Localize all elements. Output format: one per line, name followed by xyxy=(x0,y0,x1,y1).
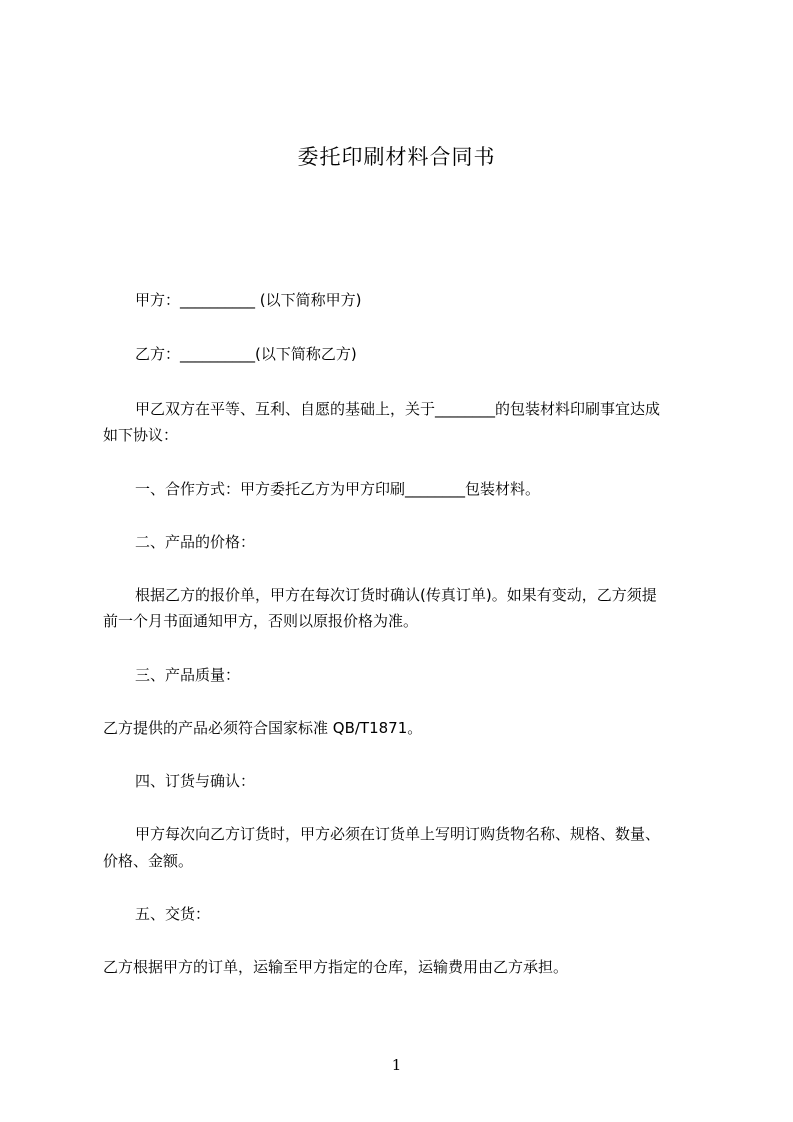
section-4-line-1: 甲方每次向乙方订货时，甲方必须在订货单上写明订购货物名称、规格、数量、 xyxy=(135,825,661,843)
section-3-body: 乙方提供的产品必须符合国家标准 QB/T1871。 xyxy=(103,719,423,737)
party-a-line: 甲方：__________ (以下简称甲方) xyxy=(135,291,362,309)
preamble-line-2: 如下协议： xyxy=(103,426,179,444)
section-1-cooperation: 一、合作方式：甲方委托乙方为甲方印刷________包装材料。 xyxy=(135,480,541,498)
section-3-heading: 三、产品质量： xyxy=(135,666,241,684)
page-number: 1 xyxy=(391,1056,402,1074)
document-title: 委托印刷材料合同书 xyxy=(297,145,496,169)
preamble-line-1: 甲乙双方在平等、互利、自愿的基础上，关于________的包装材料印刷事宜达成 xyxy=(135,400,661,418)
section-2-line-2: 前一个月书面通知甲方，否则以原报价格为准。 xyxy=(103,612,419,630)
section-4-heading: 四、订货与确认： xyxy=(135,772,256,790)
section-2-line-1: 根据乙方的报价单，甲方在每次订货时确认(传真订单)。如果有变动，乙方须提 xyxy=(135,586,657,604)
section-4-line-2: 价格、金额。 xyxy=(103,852,194,870)
section-5-body: 乙方根据甲方的订单，运输至甲方指定的仓库，运输费用由乙方承担。 xyxy=(103,958,569,976)
party-b-line: 乙方：__________(以下简称乙方) xyxy=(135,345,357,363)
section-2-heading: 二、产品的价格： xyxy=(135,533,256,551)
section-5-heading: 五、交货： xyxy=(135,905,211,923)
